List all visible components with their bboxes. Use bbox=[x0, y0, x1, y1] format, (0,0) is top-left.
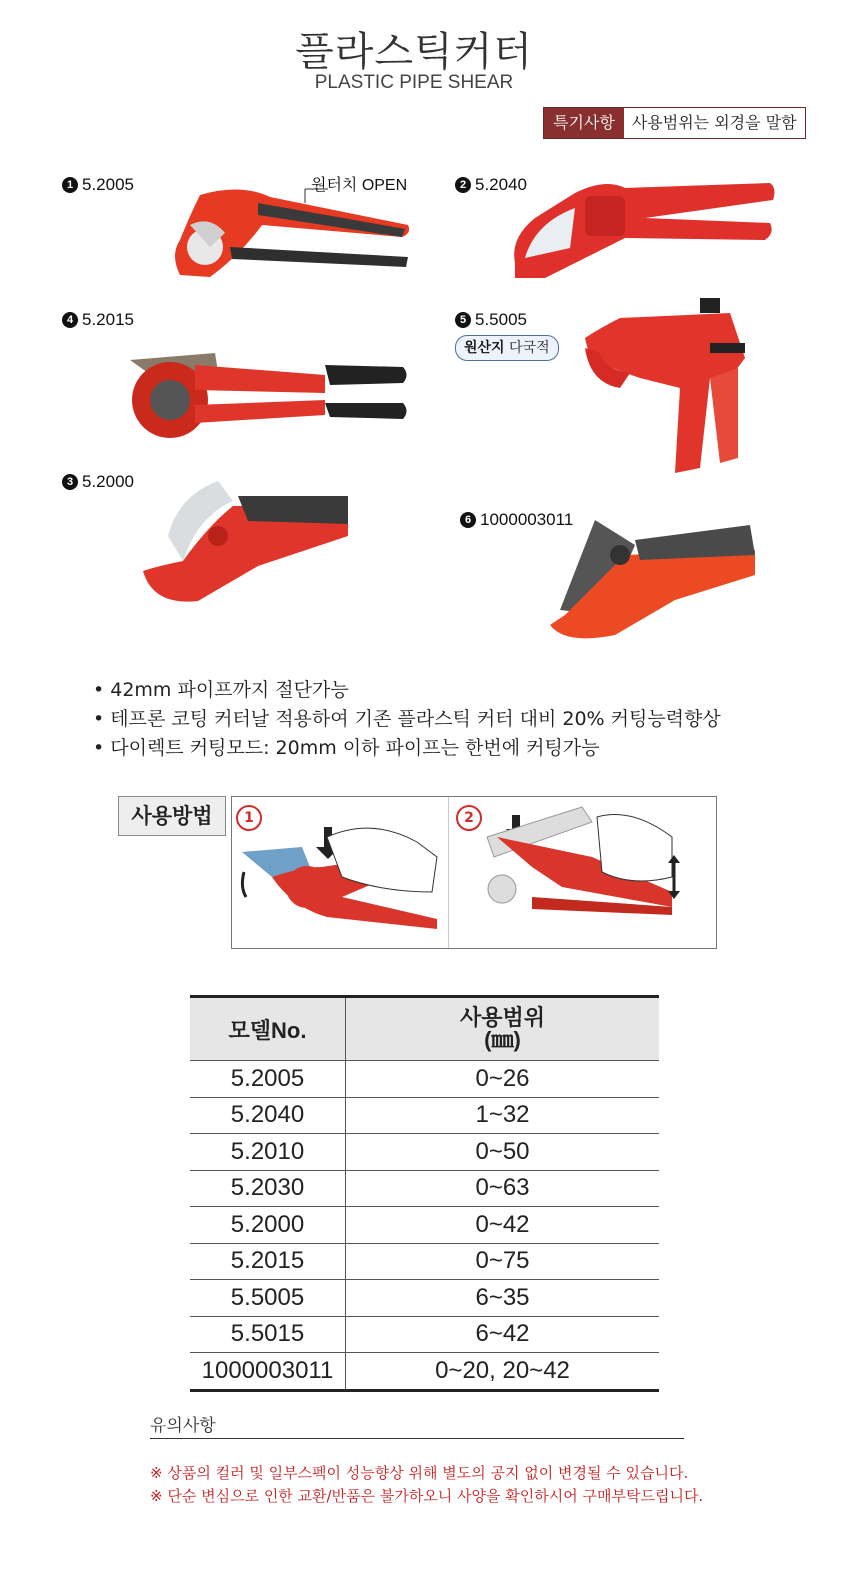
table-row bbox=[190, 1097, 659, 1134]
table-row bbox=[190, 1243, 659, 1280]
step-number: 2 bbox=[456, 805, 482, 831]
product-label-1 bbox=[62, 175, 134, 195]
table-row bbox=[190, 1061, 659, 1098]
cell-model: 5.2030 bbox=[190, 1170, 346, 1207]
table-row bbox=[190, 1316, 659, 1353]
product-image-5-2015 bbox=[125, 345, 410, 445]
caution-title: 유의사항 bbox=[150, 1416, 216, 1436]
usage-illustration bbox=[231, 796, 717, 949]
table-row bbox=[190, 1207, 659, 1244]
table-header-row bbox=[190, 997, 659, 1061]
feature-list bbox=[93, 676, 721, 763]
cell-range: 0~42 bbox=[346, 1207, 660, 1244]
cell-model: 5.2040 bbox=[190, 1097, 346, 1134]
cell-range: 0~63 bbox=[346, 1170, 660, 1207]
column-header-model: 모델No. bbox=[190, 997, 346, 1061]
product-image-5-2040 bbox=[505, 178, 780, 288]
column-header-range bbox=[346, 997, 660, 1061]
product-model: 1000003011 bbox=[480, 510, 574, 529]
cell-range: 6~42 bbox=[346, 1316, 660, 1353]
feature-item: • 다이렉트 커팅모드: 20mm 이하 파이프는 한번에 커팅가능 bbox=[93, 737, 600, 759]
product-label-5 bbox=[455, 310, 527, 330]
cell-model: 5.2015 bbox=[190, 1243, 346, 1280]
cell-model: 5.2010 bbox=[190, 1134, 346, 1171]
cell-range: 0~26 bbox=[346, 1061, 660, 1098]
cell-model: 5.5005 bbox=[190, 1280, 346, 1317]
spec-table bbox=[190, 995, 659, 1392]
product-label-4 bbox=[62, 310, 134, 330]
number-badge: 6 bbox=[460, 512, 476, 528]
table-row bbox=[190, 1170, 659, 1207]
product-image-1000003011 bbox=[545, 515, 760, 645]
usage-label: 사용방법 bbox=[118, 796, 226, 836]
cell-range: 1~32 bbox=[346, 1097, 660, 1134]
number-badge: 5 bbox=[455, 312, 471, 328]
product-annotation: 원터치 OPEN bbox=[311, 177, 408, 194]
caution-line: ※ 단순 변심으로 인한 교환/반품은 불가하오니 사양을 확인하시어 구매부탁드립니다. bbox=[150, 1487, 704, 1505]
cell-model: 5.5015 bbox=[190, 1316, 346, 1353]
cell-range: 0~75 bbox=[346, 1243, 660, 1280]
number-badge: 4 bbox=[62, 312, 78, 328]
product-image-5-5005 bbox=[580, 298, 755, 478]
feature-item: • 테프론 코팅 커터날 적용하여 기존 플라스틱 커터 대비 20% 커팅능력향상 bbox=[93, 708, 721, 730]
column-header-range-unit: (㎜) bbox=[484, 1027, 521, 1052]
special-note bbox=[543, 107, 806, 139]
cell-model: 1000003011 bbox=[190, 1353, 346, 1391]
page-subtitle: PLASTIC PIPE SHEAR bbox=[314, 72, 514, 93]
product-model: 5.2005 bbox=[82, 175, 134, 194]
product-model: 5.2040 bbox=[475, 175, 527, 194]
cell-model: 5.2005 bbox=[190, 1061, 346, 1098]
table-row bbox=[190, 1353, 659, 1391]
number-badge: 1 bbox=[62, 177, 78, 193]
special-note-text: 사용범위는 외경을 말함 bbox=[624, 108, 805, 138]
table-row bbox=[190, 1134, 659, 1171]
cell-range: 0~50 bbox=[346, 1134, 660, 1171]
product-image-5-2005 bbox=[170, 185, 415, 285]
column-header-range-label: 사용범위 bbox=[459, 1005, 545, 1030]
divider bbox=[150, 1438, 684, 1439]
origin-label: 원산지 bbox=[464, 340, 505, 356]
product-model: 5.2000 bbox=[82, 472, 134, 491]
number-badge: 3 bbox=[62, 474, 78, 490]
cell-range: 0~20, 20~42 bbox=[346, 1353, 660, 1391]
feature-item: • 42mm 파이프까지 절단가능 bbox=[93, 679, 349, 701]
cell-model: 5.2000 bbox=[190, 1207, 346, 1244]
origin-badge bbox=[455, 335, 559, 361]
page-title: 플라스틱커터 bbox=[295, 29, 533, 75]
caution-line: ※ 상품의 컬러 및 일부스펙이 성능향상 위해 별도의 공지 없이 변경될 수 있습니다. bbox=[150, 1464, 689, 1482]
special-note-tag: 특기사항 bbox=[544, 108, 624, 138]
usage-drawing bbox=[232, 797, 716, 948]
table-row bbox=[190, 1280, 659, 1317]
product-image-5-2000 bbox=[138, 476, 353, 611]
product-model: 5.2015 bbox=[82, 310, 134, 329]
product-model: 5.5005 bbox=[475, 310, 527, 329]
number-badge: 2 bbox=[455, 177, 471, 193]
product-label-3 bbox=[62, 472, 134, 492]
origin-value: 다국적 bbox=[509, 340, 550, 356]
cell-range: 6~35 bbox=[346, 1280, 660, 1317]
step-number: 1 bbox=[236, 805, 262, 831]
